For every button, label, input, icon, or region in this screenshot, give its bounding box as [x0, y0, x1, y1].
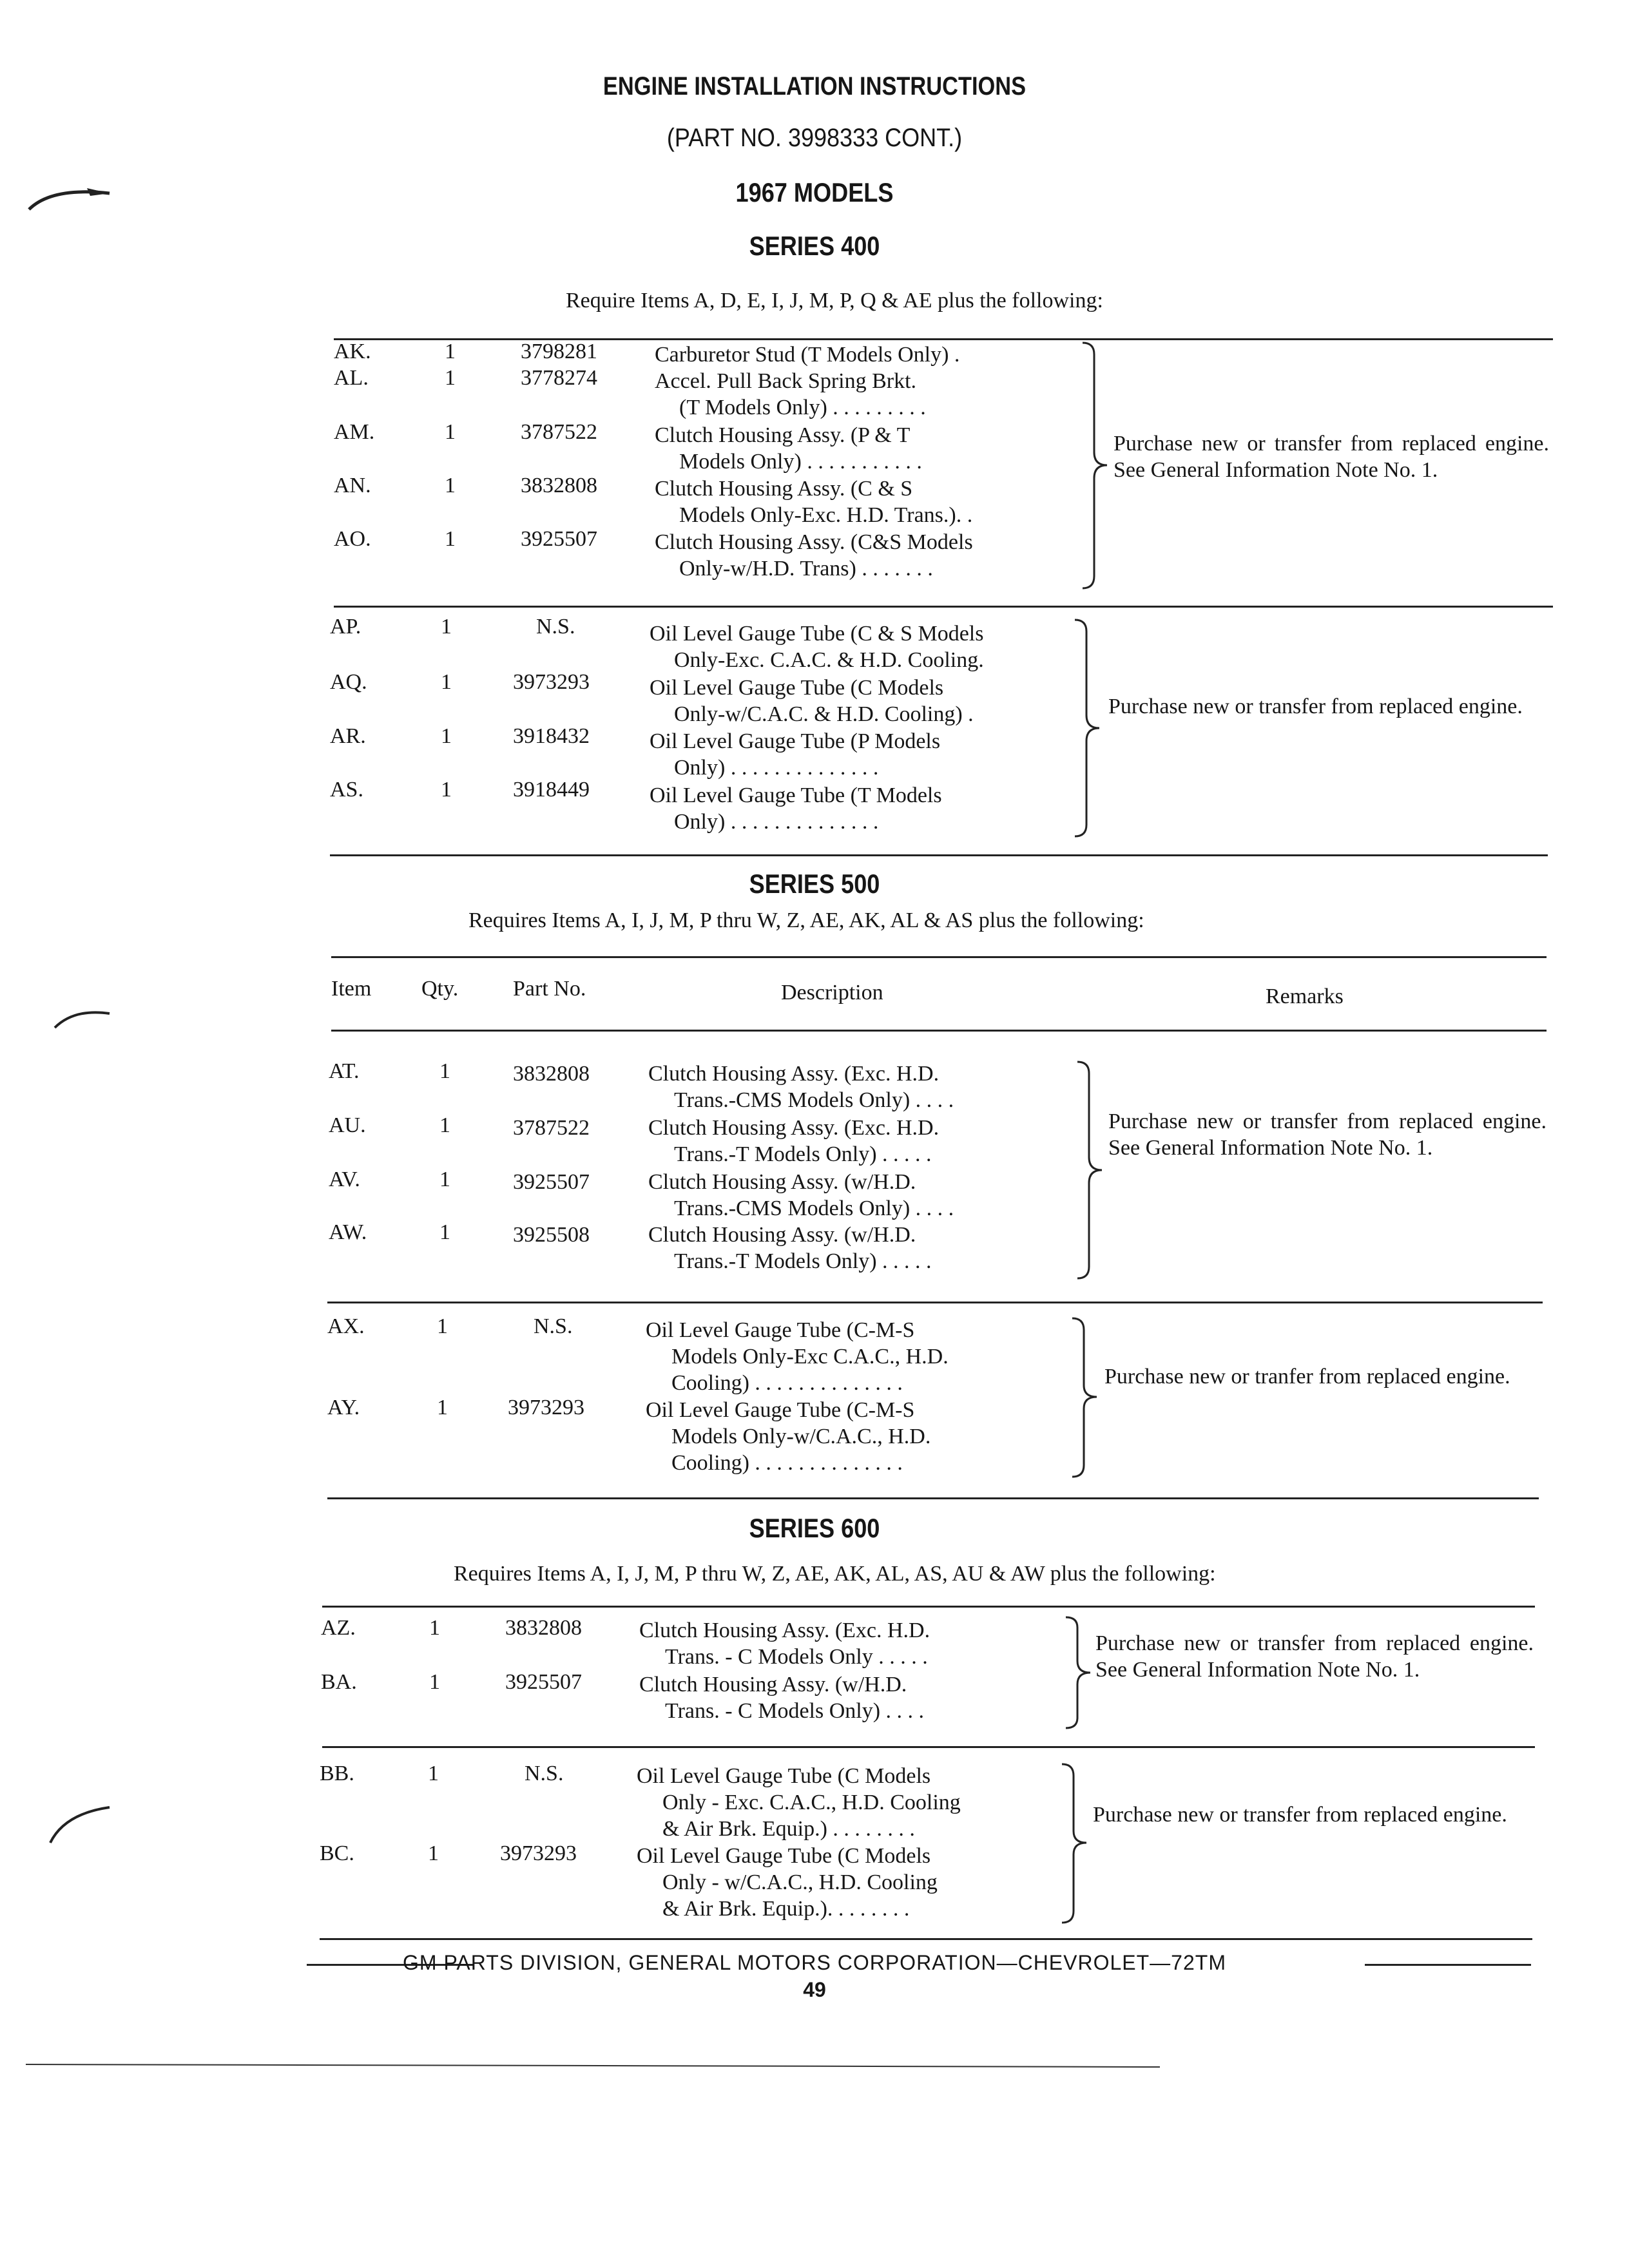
description-line: Models Only-Exc C.A.C., H.D. — [671, 1345, 949, 1369]
part-number: N.S. — [525, 1762, 564, 1785]
description-line: (T Models Only) . . . . . . . . . — [679, 396, 926, 419]
description-line: Only) . . . . . . . . . . . . . . — [674, 756, 879, 780]
description-line: Clutch Housing Assy. (w/H.D. — [648, 1223, 916, 1247]
series-600-heading: SERIES 600 — [749, 1513, 880, 1543]
item-qty: 1 — [428, 1841, 439, 1865]
item-code: AV. — [329, 1168, 360, 1191]
part-number: 3787522 — [521, 420, 597, 444]
item-code: AN. — [334, 474, 371, 497]
binder-mark-bottom — [45, 1798, 116, 1849]
item-code: AM. — [334, 420, 375, 444]
part-number: 3918449 — [513, 778, 590, 802]
grouping-brace — [1057, 1763, 1095, 1924]
description-line: Oil Level Gauge Tube (C-M-S — [646, 1318, 915, 1342]
description-line: Trans. - C Models Only . . . . . — [665, 1645, 928, 1669]
item-qty: 1 — [429, 1670, 440, 1694]
description-line: Only - w/C.A.C., H.D. Cooling — [662, 1870, 938, 1894]
series-500-requirement: Requires Items A, I, J, M, P thru W, Z, AE, AK, AL & AS plus the following: — [468, 908, 1144, 932]
description-line: Only-Exc. C.A.C. & H.D. Cooling. — [674, 648, 984, 672]
description-line: Clutch Housing Assy. (Exc. H.D. — [639, 1619, 930, 1642]
part-number: 3832808 — [505, 1616, 582, 1640]
divider — [331, 956, 1547, 958]
description-line: Trans.-CMS Models Only) . . . . — [674, 1088, 954, 1112]
item-code: BB. — [320, 1762, 354, 1785]
item-code: AO. — [334, 527, 371, 551]
description-line: Trans. - C Models Only) . . . . — [665, 1699, 925, 1723]
item-code: AZ. — [321, 1616, 356, 1640]
grouping-brace — [1077, 341, 1116, 590]
grouping-brace — [1061, 1616, 1099, 1729]
description-line: Clutch Housing Assy. (w/H.D. — [648, 1170, 916, 1194]
grouping-brace — [1070, 619, 1108, 838]
remarks-text: Purchase new or transfer from replaced engine. See General Information Note No. 1. — [1113, 432, 1549, 482]
binder-mark-top — [26, 174, 116, 219]
models-heading: 1967 MODELS — [735, 177, 894, 207]
item-code: AU. — [329, 1113, 366, 1137]
scan-edge-line — [26, 2059, 1160, 2072]
part-number: 3973293 — [500, 1841, 577, 1865]
grouping-brace — [1072, 1061, 1111, 1280]
item-qty: 1 — [441, 615, 452, 639]
description-line: Trans.-T Models Only) . . . . . — [674, 1142, 932, 1166]
divider — [327, 1302, 1543, 1303]
part-number: 3925508 — [513, 1223, 590, 1247]
footer-text: GM PARTS DIVISION, GENERAL MOTORS CORPORATION—CHEVROLET—72TM — [403, 1951, 1226, 1974]
remarks-text: Purchase new or tranfer from replaced engine. — [1104, 1365, 1510, 1389]
description-line: Cooling) . . . . . . . . . . . . . . — [671, 1371, 903, 1395]
description-line: Clutch Housing Assy. (Exc. H.D. — [648, 1062, 940, 1086]
column-header-remarks: Remarks — [1266, 985, 1344, 1008]
description-line: Oil Level Gauge Tube (T Models — [650, 783, 942, 807]
item-code: BC. — [320, 1841, 354, 1865]
item-code: AL. — [334, 366, 369, 390]
item-qty: 1 — [441, 670, 452, 694]
description-line: Clutch Housing Assy. (C & S — [655, 477, 913, 501]
column-header-item: Item — [331, 977, 372, 1001]
item-qty: 1 — [428, 1762, 439, 1785]
item-qty: 1 — [439, 1168, 450, 1191]
column-header-description: Description — [781, 981, 883, 1004]
description-line: Only) . . . . . . . . . . . . . . — [674, 810, 879, 834]
description-line: Oil Level Gauge Tube (C & S Models — [650, 622, 984, 646]
description-line: Trans.-T Models Only) . . . . . — [674, 1249, 932, 1273]
item-code: AQ. — [330, 670, 367, 694]
item-code: AR. — [330, 724, 366, 748]
part-number: 3832808 — [521, 474, 597, 497]
column-header-qty: Qty. — [421, 977, 459, 1001]
description-line: Models Only-Exc. H.D. Trans.). . — [679, 503, 973, 527]
item-qty: 1 — [437, 1396, 448, 1419]
description-line: Oil Level Gauge Tube (C Models — [637, 1844, 931, 1868]
divider — [322, 1606, 1535, 1608]
description-line: Clutch Housing Assy. (w/H.D. — [639, 1673, 907, 1696]
description-line: Clutch Housing Assy. (P & T — [655, 423, 911, 447]
description-line: Oil Level Gauge Tube (P Models — [650, 729, 941, 753]
page-number: 49 — [803, 1978, 826, 2001]
document-title: ENGINE INSTALLATION INSTRUCTIONS — [602, 72, 1027, 101]
series-400-heading: SERIES 400 — [749, 231, 880, 261]
part-number: 3778274 — [521, 366, 597, 390]
description-line: Trans.-CMS Models Only) . . . . — [674, 1196, 954, 1220]
item-code: AW. — [329, 1220, 367, 1244]
item-code: AP. — [330, 615, 361, 639]
part-number: 3973293 — [513, 670, 590, 694]
series-400-requirement: Require Items A, D, E, I, J, M, P, Q & AE plus the following: — [566, 289, 1103, 312]
divider — [330, 854, 1548, 856]
part-number: 3832808 — [513, 1062, 590, 1086]
part-number: 3925507 — [505, 1670, 582, 1694]
item-qty: 1 — [445, 366, 456, 390]
description-line: & Air Brk. Equip.). . . . . . . . — [662, 1897, 910, 1921]
item-qty: 1 — [445, 420, 456, 444]
item-qty: 1 — [439, 1059, 450, 1083]
description-line: Models Only-w/C.A.C., H.D. — [671, 1425, 931, 1448]
item-qty: 1 — [445, 340, 456, 363]
part-number: 3787522 — [513, 1116, 590, 1140]
item-code: BA. — [321, 1670, 357, 1694]
description-line: Oil Level Gauge Tube (C Models — [650, 676, 944, 700]
remarks-text: Purchase new or transfer from replaced engine. — [1108, 695, 1523, 718]
column-header-part: Part No. — [513, 977, 586, 1001]
part-number: N.S. — [534, 1314, 573, 1338]
remarks-text: Purchase new or transfer from replaced engine. See General Information Note No. 1. — [1108, 1110, 1547, 1160]
binder-mark-middle — [52, 1002, 122, 1041]
divider — [334, 606, 1553, 608]
description-line: Oil Level Gauge Tube (C Models — [637, 1764, 931, 1788]
part-number: 3925507 — [513, 1170, 590, 1194]
document-subtitle: (PART NO. 3998333 CONT.) — [666, 124, 963, 152]
item-qty: 1 — [445, 527, 456, 551]
description-line: & Air Brk. Equip.) . . . . . . . . — [662, 1817, 915, 1841]
divider — [320, 1938, 1532, 1940]
item-code: AT. — [329, 1059, 360, 1083]
item-qty: 1 — [437, 1314, 448, 1338]
item-code: AK. — [334, 340, 371, 363]
item-qty: 1 — [439, 1220, 450, 1244]
divider — [327, 1497, 1539, 1499]
item-code: AY. — [327, 1396, 360, 1419]
item-code: AX. — [327, 1314, 365, 1338]
description-line: Oil Level Gauge Tube (C-M-S — [646, 1398, 915, 1422]
part-number: 3973293 — [508, 1396, 584, 1419]
part-number: 3918432 — [513, 724, 590, 748]
item-code: AS. — [330, 778, 363, 802]
part-number: 3798281 — [521, 340, 597, 363]
series-600-requirement: Requires Items A, I, J, M, P thru W, Z, AE, AK, AL, AS, AU & AW plus the following: — [454, 1562, 1216, 1586]
item-qty: 1 — [429, 1616, 440, 1640]
divider — [334, 338, 1553, 340]
part-number: 3925507 — [521, 527, 597, 551]
item-qty: 1 — [441, 724, 452, 748]
item-qty: 1 — [445, 474, 456, 497]
series-500-heading: SERIES 500 — [749, 869, 880, 899]
description-line: Carburetor Stud (T Models Only) . — [655, 343, 960, 367]
description-line: Accel. Pull Back Spring Brkt. — [655, 369, 917, 393]
divider — [331, 1030, 1547, 1032]
grouping-brace — [1067, 1317, 1106, 1478]
item-qty: 1 — [441, 778, 452, 802]
description-line: Only-w/C.A.C. & H.D. Cooling) . — [674, 702, 974, 726]
divider — [322, 1746, 1535, 1748]
description-line: Clutch Housing Assy. (Exc. H.D. — [648, 1116, 940, 1140]
description-line: Cooling) . . . . . . . . . . . . . . — [671, 1451, 903, 1475]
remarks-text: Purchase new or transfer from replaced engine. See General Information Note No. 1. — [1095, 1631, 1534, 1682]
part-number: N.S. — [536, 615, 575, 639]
item-qty: 1 — [439, 1113, 450, 1137]
description-line: Only - Exc. C.A.C., H.D. Cooling — [662, 1791, 961, 1814]
description-line: Clutch Housing Assy. (C&S Models — [655, 530, 973, 554]
description-line: Only-w/H.D. Trans) . . . . . . . — [679, 557, 933, 581]
remarks-text: Purchase new or transfer from replaced engine. — [1093, 1803, 1507, 1827]
description-line: Models Only) . . . . . . . . . . . — [679, 450, 922, 474]
